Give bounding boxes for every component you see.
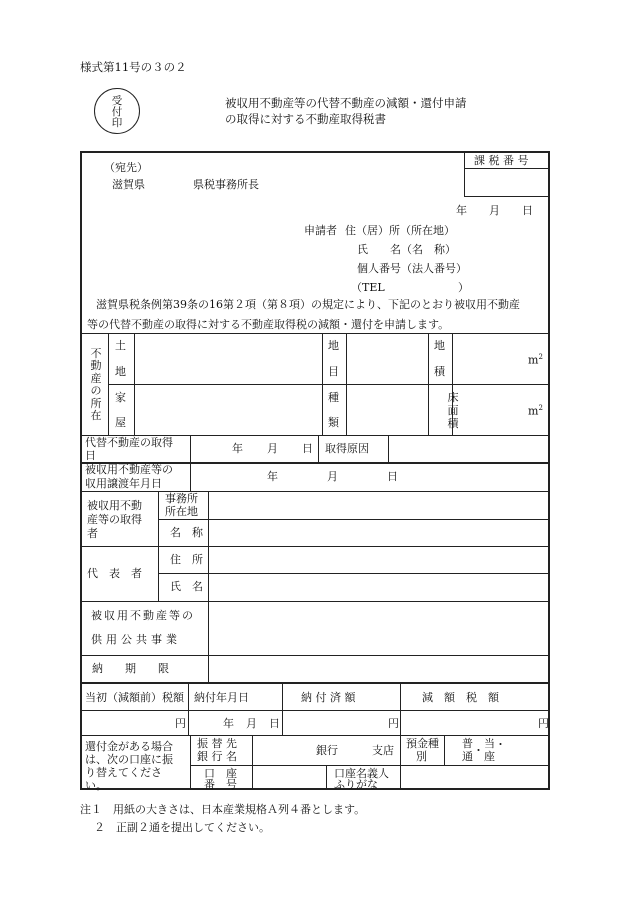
paid-amount-yen: 円 xyxy=(388,717,399,730)
acquisition-col3 xyxy=(388,435,389,462)
acquirer-top-line xyxy=(82,491,550,492)
reception-stamp-circle xyxy=(94,88,140,134)
bank-top-line xyxy=(82,735,550,736)
shurui-label: 類 xyxy=(328,416,339,429)
public-project-label-2: 供用公共事業 xyxy=(91,633,181,646)
prefecture-name: 滋賀県 xyxy=(112,178,145,191)
representative-top-line xyxy=(82,546,550,547)
acquirer-label: 被収用不動 xyxy=(87,499,142,512)
acquirer-label-3: 者 xyxy=(87,527,98,540)
representative-mid-line xyxy=(158,573,550,574)
date-year: 年 xyxy=(456,204,467,217)
tel-open: （TEL xyxy=(351,281,385,294)
applicant-name-label: 氏 名（名 称） xyxy=(357,243,456,256)
account-holder-label: 口座名義人 xyxy=(334,767,389,780)
transfer-col1 xyxy=(190,462,191,491)
stamp-char: 付 xyxy=(111,106,123,118)
chimoku-label: 地 xyxy=(328,339,339,352)
location-top-line xyxy=(82,333,550,334)
office-name: 県税事務所長 xyxy=(193,178,259,191)
form-title-line1: 被収用不動産等の代替不動産の減額・還付申請 xyxy=(225,96,467,110)
location-group-label: 不 動 産 の 所 在 xyxy=(90,347,102,423)
bank-col1 xyxy=(190,735,191,790)
public-project-top-line xyxy=(82,601,550,602)
payment-col1 xyxy=(188,682,189,735)
branch-suffix: 支店 xyxy=(372,744,394,757)
house-label: 家 xyxy=(115,391,126,404)
form-number: 様式第11号の３の２ xyxy=(80,60,187,74)
land-label: 土 xyxy=(115,339,126,352)
payment-mid-line xyxy=(82,710,550,711)
form-frame xyxy=(80,151,550,790)
bank-mid-line xyxy=(190,765,550,766)
land-label: 地 xyxy=(115,365,126,378)
transfer-day: 日 xyxy=(387,470,398,483)
account-type-current[interactable]: 当 xyxy=(484,737,495,750)
account-type-label: 預金種 xyxy=(406,737,439,750)
payment-date-label: 納付年月日 xyxy=(194,691,249,704)
shurui-label: 種 xyxy=(328,391,339,404)
addressee-label: （宛先） xyxy=(104,161,148,174)
bank-col6 xyxy=(400,765,401,790)
acquisition-year: 年 xyxy=(232,442,243,455)
acquisition-date-label: 代替不動産の取得 xyxy=(85,436,173,449)
floor-area-unit: $m^2$ xyxy=(528,404,543,418)
tax-number-box-left xyxy=(464,153,465,196)
form-title-line2: の取得に対する不動産取得税書 xyxy=(225,112,386,126)
bank-name-label-2: 銀 行 名 xyxy=(197,750,237,763)
acquisition-cause-label: 取得原因 xyxy=(325,442,369,455)
tax-number-box-bottom xyxy=(464,196,550,197)
account-type-dot: ・ xyxy=(473,744,484,757)
bank-name-label: 振 替 先 xyxy=(197,737,237,750)
account-holder-furigana-label: ふりがな xyxy=(334,778,378,791)
due-date-label: 納 期 限 xyxy=(92,662,169,675)
acquirer-name-label: 名 称 xyxy=(170,526,203,539)
payment-year: 年 xyxy=(223,717,234,730)
acquirer-mid-line xyxy=(158,519,550,520)
stamp-char: 印 xyxy=(111,117,123,129)
payment-top-line xyxy=(82,682,550,684)
acquisition-date-label-2: 日 xyxy=(85,449,96,462)
floor-area-label: 床 面 積 xyxy=(447,391,459,430)
refund-note-3: り替えてくださ xyxy=(85,766,162,779)
acquirer-label-2: 産等の取得 xyxy=(87,513,142,526)
applicant-address-label: 住（居）所（所在地） xyxy=(345,224,455,237)
payment-col3 xyxy=(400,682,401,735)
date-month: 月 xyxy=(489,204,500,217)
transfer-year: 年 xyxy=(267,470,278,483)
initial-tax-label: 当初（減額前）税額 xyxy=(85,691,184,704)
bank-col5 xyxy=(326,765,327,790)
bank-col3 xyxy=(400,735,401,765)
acquisition-col2 xyxy=(318,435,319,462)
bank-col2 xyxy=(252,735,253,790)
stamp-char: 受 xyxy=(111,95,123,107)
acquisition-day: 日 xyxy=(302,442,313,455)
location-mid-line xyxy=(108,384,550,385)
tel-close: ） xyxy=(458,281,469,294)
transfer-date-label-2: 収用譲渡年月日 xyxy=(85,477,162,490)
account-type-dot-2: ・ xyxy=(495,738,506,751)
land-area-unit: $m^2$ xyxy=(528,353,543,367)
house-label: 屋 xyxy=(115,416,126,429)
acquisition-month: 月 xyxy=(267,442,278,455)
payment-col2 xyxy=(282,682,283,735)
account-number-label: 口 座 xyxy=(204,767,237,780)
payment-day: 日 xyxy=(269,717,280,730)
note-1: 注１ 用紙の大きさは、日本産業規格Ａ列４番とします。 xyxy=(80,803,366,816)
chiseki-label: 積 xyxy=(434,365,445,378)
chimoku-label: 目 xyxy=(328,365,339,378)
note-2: ２ 正副２通を提出してください。 xyxy=(94,821,270,834)
account-type-current-2: 座 xyxy=(484,750,495,763)
tax-number-label: 課 税 番 号 xyxy=(474,154,529,167)
representative-name-label: 氏 名 xyxy=(170,580,203,593)
acquisition-col1 xyxy=(190,435,191,462)
statement-line2: 等の代替不動産の取得に対する不動産取得税の減額・還付を申請します。 xyxy=(87,318,450,331)
reduced-tax-label: 減 額 税 額 xyxy=(422,691,499,704)
statement-line1: 滋賀県税条例第39条の16第２項（第８項）の規定により、下記のとおり被収用不動産 xyxy=(96,298,520,311)
chiseki-label: 地 xyxy=(434,339,445,352)
transfer-date-label: 被収用不動産等の xyxy=(85,463,173,476)
representative-label: 代 表 者 xyxy=(87,567,142,580)
account-type-ordinary-2: 通 xyxy=(462,750,473,763)
tax-number-divider xyxy=(464,168,550,169)
reduced-tax-yen: 円 xyxy=(538,717,549,730)
date-day: 日 xyxy=(522,204,533,217)
representative-address-label: 住 所 xyxy=(170,553,203,566)
personal-number-label: 個人番号（法人番号） xyxy=(357,262,467,275)
bank-col4 xyxy=(444,735,445,765)
office-location-label: 事務所 xyxy=(165,492,198,505)
tax-number-field[interactable] xyxy=(480,171,548,193)
bank-suffix: 銀行 xyxy=(316,744,338,757)
office-location-label-2: 所在地 xyxy=(165,505,198,518)
account-type-label-2: 別 xyxy=(416,750,427,763)
account-number-label-2: 番 号 xyxy=(204,778,237,791)
paid-amount-label: 納 付 済 額 xyxy=(301,691,356,704)
transfer-month: 月 xyxy=(327,470,338,483)
refund-note: 還付金がある場合 xyxy=(85,740,173,753)
refund-note-2: は、次の口座に振 xyxy=(85,753,173,766)
payment-month: 月 xyxy=(246,717,257,730)
initial-tax-yen: 円 xyxy=(175,717,186,730)
refund-note-4: い。 xyxy=(85,779,107,792)
public-project-label: 被収用不動産等の xyxy=(91,609,195,622)
account-type-ordinary[interactable]: 普 xyxy=(462,737,473,750)
applicant-label: 申請者 xyxy=(304,224,337,237)
due-date-top-line xyxy=(82,655,550,656)
